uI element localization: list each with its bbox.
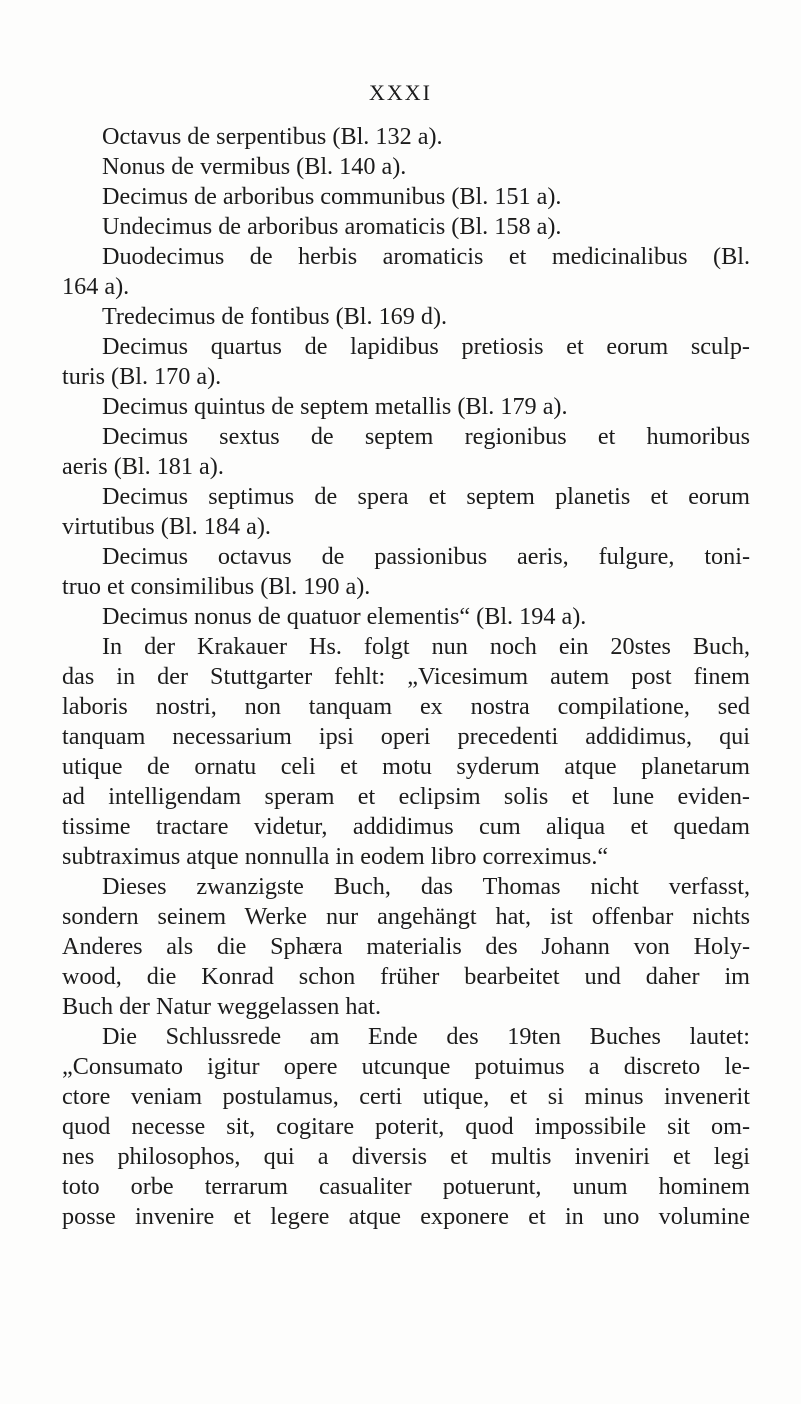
text-line: tanquam necessarium ipsi operi precedenti addidimus, qui (62, 723, 750, 750)
text-line: Tredecimus de fontibus (Bl. 169 d). (102, 303, 448, 330)
text-line: Duodecimus de herbis aromaticis et medicinalibus (Bl. (102, 243, 750, 270)
text-line: Anderes als die Sphæra materialis des Johann von Holy- (62, 933, 750, 960)
text-line: turis (Bl. 170 a). (62, 363, 222, 390)
body-text (62, 122, 750, 1232)
text-line: laboris nostri, non tanquam ex nostra compilatione, sed (62, 693, 750, 720)
text-line: sondern seinem Werke nur angehängt hat, ist offenbar nichts (62, 903, 750, 930)
text-line: In der Krakauer Hs. folgt nun noch ein 20stes Buch, (102, 633, 750, 660)
text-line: virtutibus (Bl. 184 a). (62, 513, 271, 540)
text-line: tissime tractare videtur, addidimus cum aliqua et quedam (62, 813, 750, 840)
text-line: Decimus quintus de septem metallis (Bl. 179 a). (102, 393, 568, 420)
text-line: Dieses zwanzigste Buch, das Thomas nicht verfasst, (102, 873, 750, 900)
text-line: Undecimus de arboribus aromaticis (Bl. 158 a). (102, 213, 562, 240)
text-line: subtraximus atque nonnulla in eodem libro correximus.“ (62, 843, 609, 870)
text-line: Nonus de vermibus (Bl. 140 a). (102, 153, 407, 180)
text-line: Buch der Natur weggelassen hat. (62, 993, 382, 1020)
text-line: Die Schlussrede am Ende des 19ten Buches lautet: (102, 1023, 750, 1050)
text-line: Decimus septimus de spera et septem planetis et eorum (102, 483, 750, 510)
text-line: das in der Stuttgarter fehlt: „Vicesimum autem post finem (62, 663, 750, 690)
page-number: XXXI (369, 80, 432, 105)
text-line: wood, die Konrad schon früher bearbeitet und daher im (62, 963, 750, 990)
text-line: Octavus de serpentibus (Bl. 132 a). (102, 123, 443, 150)
text-line: aeris (Bl. 181 a). (62, 453, 224, 480)
text-line: truo et consimilibus (Bl. 190 a). (62, 573, 371, 600)
text-line: ad intelligendam speram et eclipsim solis et lune eviden- (62, 783, 750, 810)
text-line: Decimus de arboribus communibus (Bl. 151 a). (102, 183, 562, 210)
text-line: quod necesse sit, cogitare poterit, quod impossibile sit om- (62, 1113, 750, 1140)
text-line: nes philosophos, qui a diversis et multis inveniri et legi (62, 1143, 750, 1170)
text-line: 164 a). (62, 273, 130, 300)
text-line: Decimus sextus de septem regionibus et humoribus (102, 423, 750, 450)
text-line: ctore veniam postulamus, certi utique, et si minus invenerit (62, 1083, 750, 1110)
text-line: toto orbe terrarum casualiter potuerunt, unum hominem (62, 1173, 750, 1200)
text-line: posse invenire et legere atque exponere et in uno volumine (62, 1203, 750, 1230)
text-line: Decimus octavus de passionibus aeris, fulgure, toni- (102, 543, 750, 570)
text-line: Decimus nonus de quatuor elementis“ (Bl. 194 a). (102, 603, 587, 630)
text-line: „Consumato igitur opere utcunque potuimus a discreto le- (62, 1053, 750, 1080)
text-line: Decimus quartus de lapidibus pretiosis et eorum sculp- (102, 333, 750, 360)
text-line: utique de ornatu celi et motu syderum atque planetarum (62, 753, 750, 780)
